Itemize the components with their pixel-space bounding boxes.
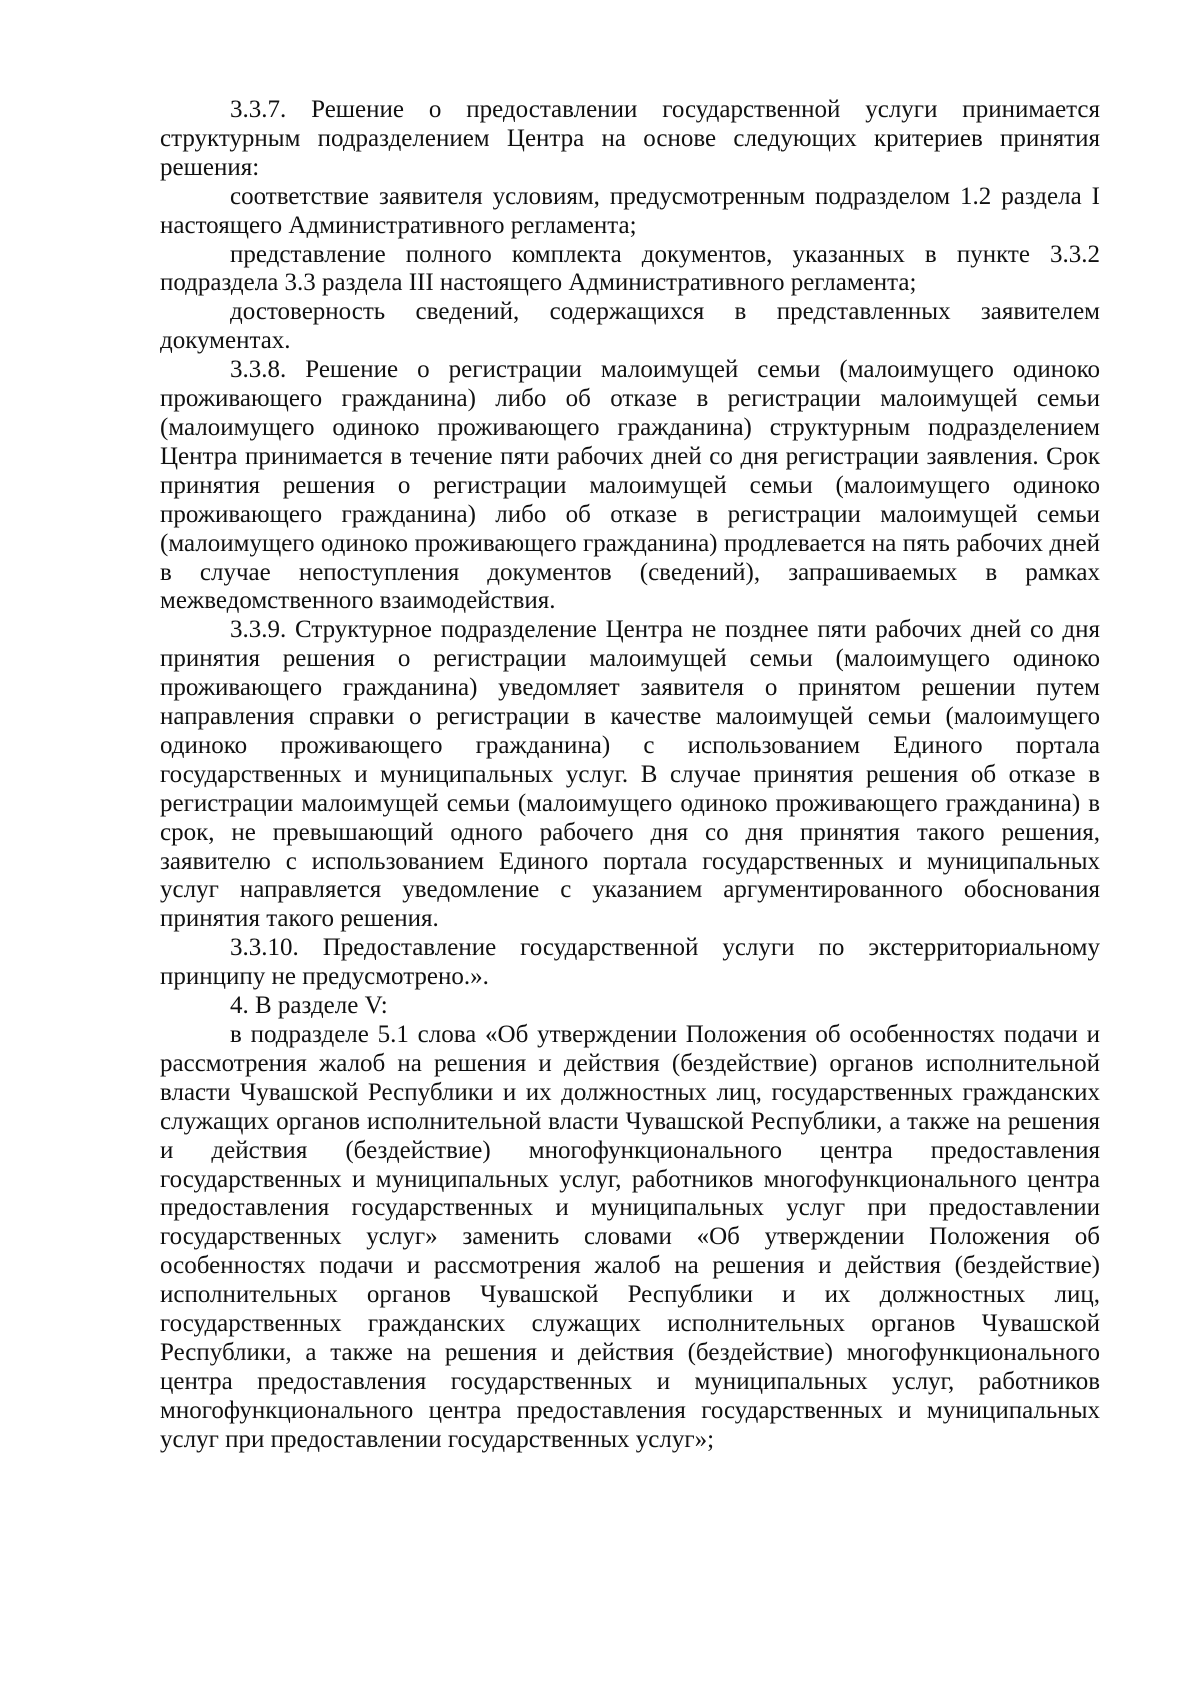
document-body bbox=[160, 96, 1100, 1455]
paragraph-3-3-9: 3.3.9. Структурное подразделение Центра не позднее пяти рабочих дней со дня принятия решения о регистрации малоимущей семьи (малоимущего одиноко проживающего гражданина) уведомляет заявителя о принятом решении путем направления справки о регистрации в качестве малоимущей семьи (малоимущего одиноко проживающего гражданина) с использованием Единого портала государственных и муниципальных услуг. В случае принятия решения об отказе в регистрации малоимущей семьи (малоимущего одиноко проживающего гражданина) в срок, не превышающий одного рабочего дня со дня принятия такого решения, заявителю с использованием Единого портала государственных и муниципальных услуг направляется уведомление с указанием аргументированного обоснования принятия такого решения. bbox=[160, 616, 1100, 933]
criterion-conformity: соответствие заявителя условиям, предусмотренным подразделом 1.2 раздела I настоящего Административного регламента; bbox=[160, 182, 1100, 239]
criterion-reliability: достоверность сведений, содержащихся в представленных заявителем документах. bbox=[160, 298, 1100, 355]
paragraph-3-3-8: 3.3.8. Решение о регистрации малоимущей семьи (малоимущего одиноко проживающего гражданина) либо об отказе в регистрации малоимущей семьи (малоимущего одиноко проживающего гражданина) структурным подразделением Центра принимается в течение пяти рабочих дней со дня регистрации заявления. Срок принятия решения о регистрации малоимущей семьи (малоимущего одиноко проживающего гражданина) либо об отказе в регистрации малоимущей семьи (малоимущего одиноко проживающего гражданина) продлевается на пять рабочих дней в случае непоступления документов (сведений), запрашиваемых в рамках межведомственного взаимодействия. bbox=[160, 356, 1100, 615]
criterion-full-documents: представление полного комплекта документов, указанных в пункте 3.3.2 подраздела 3.3 раздела III настоящего Административного регламента; bbox=[160, 240, 1100, 297]
paragraph-3-3-10: 3.3.10. Предоставление государственной услуги по экстерриториальному принципу не предусмотрено.». bbox=[160, 934, 1100, 991]
paragraph-3-3-7: 3.3.7. Решение о предоставлении государственной услуги принимается структурным подразделением Центра на основе следующих критериев принятия решения: bbox=[160, 96, 1100, 181]
section-v-heading: 4. В разделе V: bbox=[230, 992, 388, 1020]
subsection-5-1-amendment: в подразделе 5.1 слова «Об утверждении Положения об особенностях подачи и рассмотрения жалоб на решения и действия (бездействие) органов исполнительной власти Чувашской Республики и их должностных лиц, государственных гражданских служащих органов исполнительной власти Чувашской Республики, а также на решения и действия (бездействие) многофункционального центра предоставления государственных и муниципальных услуг, работников многофункционального центра предоставления государственных и муниципальных услуг при предоставлении государственных услуг» заменить словами «Об утверждении Положения об особенностях подачи и рассмотрения жалоб на решения и действия (бездействие) исполнительных органов Чувашской Республики и их должностных лиц, государственных гражданских служащих исполнительных органов Чувашской Республики, а также на решения и действия (бездействие) многофункционального центра предоставления государственных и муниципальных услуг, работников многофункционального центра предоставления государственных и муниципальных услуг при предоставлении государственных услуг»; bbox=[160, 1021, 1100, 1453]
